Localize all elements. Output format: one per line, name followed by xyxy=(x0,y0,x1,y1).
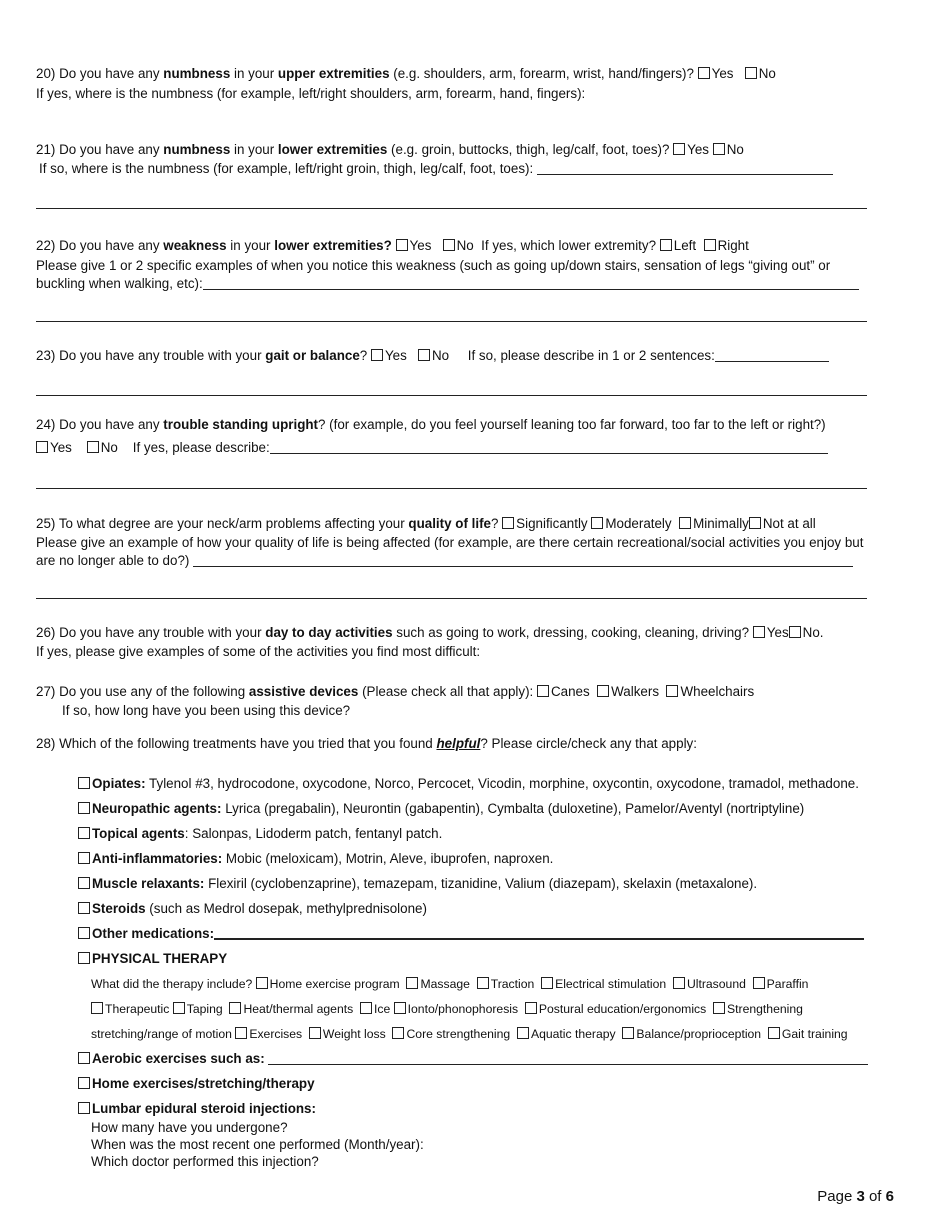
other-medications-field[interactable] xyxy=(214,926,864,940)
q21-answer-field[interactable] xyxy=(537,162,833,175)
q22-answer-field[interactable] xyxy=(203,277,859,290)
q21-yes-checkbox[interactable] xyxy=(673,143,685,155)
q25-line: 25) To what degree are your neck/arm problems affecting your quality of life? Significantly Moderately Minimally Not at all xyxy=(36,516,816,531)
treatment-muscle-relaxants: Muscle relaxants: Flexiril (cyclobenzaprine), temazepam, tizanidine, Valium (diazepam), skelaxin (metaxalone). xyxy=(78,876,757,892)
q26-yes-checkbox[interactable] xyxy=(753,626,765,638)
lumbar-q2: When was the most recent one performed (Month/year): xyxy=(91,1137,424,1152)
page-number: Page 3 of 6 xyxy=(817,1188,894,1205)
q20-yes-checkbox[interactable] xyxy=(698,67,710,79)
q23-yes-checkbox[interactable] xyxy=(371,349,383,361)
pt-balance-checkbox[interactable] xyxy=(622,1027,634,1039)
q22-no-checkbox[interactable] xyxy=(443,239,455,251)
q26-no-checkbox[interactable] xyxy=(789,626,801,638)
treatment-anti-inflammatories: Anti-inflammatories: Mobic (meloxicam), Motrin, Aleve, ibuprofen, naproxen. xyxy=(78,851,553,867)
q25-minimally-checkbox[interactable] xyxy=(679,517,691,529)
q21-followup: If so, where is the numbness (for example, left/right groin, thigh, leg/calf, foot, toes): xyxy=(39,161,833,177)
pt-row-1: What did the therapy include? Home exercise program Massage Traction Electrical stimulation Ultrasound Paraffin xyxy=(91,977,809,991)
lumbar-injections-checkbox[interactable] xyxy=(78,1102,90,1114)
treatment-opiates: Opiates: Tylenol #3, hydrocodone, oxycodone, Norco, Percocet, Vicodin, morphine, oxycontin, oxycodone, tramadol, methadone. xyxy=(78,776,859,792)
lumbar-q3: Which doctor performed this injection? xyxy=(91,1154,319,1169)
aerobic-checkbox[interactable] xyxy=(78,1052,90,1064)
q20-followup: If yes, where is the numbness (for example, left/right shoulders, arm, forearm, hand, fingers): xyxy=(36,86,586,101)
q25-line2: Please give an example of how your quality of life is being affected (for example, are there certain recreational/social activities you enjoy but xyxy=(36,535,864,550)
opiates-checkbox[interactable] xyxy=(78,777,90,789)
q25-answer-field[interactable] xyxy=(193,554,853,567)
q27-line: 27) Do you use any of the following assistive devices (Please check all that apply): Canes Walkers Wheelchairs xyxy=(36,684,755,699)
q21-line: 21) Do you have any numbness in your lower extremities (e.g. groin, buttocks, thigh, leg/calf, foot, toes)? Yes No xyxy=(36,142,744,157)
q27-walkers-checkbox[interactable] xyxy=(597,685,609,697)
q20-no-checkbox[interactable] xyxy=(745,67,757,79)
q27-wheelchairs-checkbox[interactable] xyxy=(666,685,678,697)
q22-line2: Please give 1 or 2 specific examples of when you notice this weakness (such as going up/down stairs, sensation of legs “giving out” or xyxy=(36,258,831,273)
q23-no-checkbox[interactable] xyxy=(418,349,430,361)
treatment-home-exercises: Home exercises/stretching/therapy xyxy=(78,1076,315,1092)
topical-checkbox[interactable] xyxy=(78,827,90,839)
pt-traction-checkbox[interactable] xyxy=(477,977,489,989)
other-medications-checkbox[interactable] xyxy=(78,927,90,939)
q25-significantly-checkbox[interactable] xyxy=(502,517,514,529)
q22-line3: buckling when walking, etc): xyxy=(36,276,859,292)
physical-therapy-checkbox[interactable] xyxy=(78,952,90,964)
treatment-aerobic: Aerobic exercises such as: xyxy=(78,1051,868,1067)
treatment-topical: Topical agents: Salonpas, Lidoderm patch, fentanyl patch. xyxy=(78,826,442,842)
home-exercises-checkbox[interactable] xyxy=(78,1077,90,1089)
treatment-lumbar-injections: Lumbar epidural steroid injections: xyxy=(78,1101,316,1117)
pt-gait-checkbox[interactable] xyxy=(768,1027,780,1039)
pt-taping-checkbox[interactable] xyxy=(173,1002,185,1014)
pt-core-checkbox[interactable] xyxy=(392,1027,404,1039)
q26-line: 26) Do you have any trouble with your day to day activities such as going to work, dressing, cooking, cleaning, driving? Yes No. xyxy=(36,625,824,640)
q22-answer-line[interactable] xyxy=(36,321,867,322)
q24-line2: Yes No If yes, please describe: xyxy=(36,440,828,456)
pt-row-3: stretching/range of motion Exercises Weight loss Core strengthening Aquatic therapy Balance/proprioception Gait training xyxy=(91,1027,848,1041)
aerobic-field[interactable] xyxy=(268,1052,868,1065)
pt-ice-checkbox[interactable] xyxy=(360,1002,372,1014)
q22-left-checkbox[interactable] xyxy=(660,239,672,251)
pt-strengthening-checkbox[interactable] xyxy=(713,1002,725,1014)
q25-line3: are no longer able to do?) xyxy=(36,553,853,569)
q22-yes-checkbox[interactable] xyxy=(396,239,408,251)
q24-answer-field[interactable] xyxy=(270,441,828,454)
q24-line: 24) Do you have any trouble standing upright? (for example, do you feel yourself leaning too far forward, too far to the left or right?) xyxy=(36,417,826,432)
q25-answer-line[interactable] xyxy=(36,598,867,599)
pt-estim-checkbox[interactable] xyxy=(541,977,553,989)
anti-inflammatories-checkbox[interactable] xyxy=(78,852,90,864)
pt-massage-checkbox[interactable] xyxy=(406,977,418,989)
steroids-checkbox[interactable] xyxy=(78,902,90,914)
q23-answer-field[interactable] xyxy=(715,349,829,362)
q23-line: 23) Do you have any trouble with your gait or balance? Yes No If so, please describe in 1 or 2 sentences: xyxy=(36,348,829,364)
treatment-steroids: Steroids (such as Medrol dosepak, methylprednisolone) xyxy=(78,901,427,917)
pt-ionto-checkbox[interactable] xyxy=(394,1002,406,1014)
treatment-neuropathic: Neuropathic agents: Lyrica (pregabalin), Neurontin (gabapentin), Cymbalta (duloxetine), Pamelor/Aventyl (nortriptyline) xyxy=(78,801,804,817)
pt-therapeutic-checkbox[interactable] xyxy=(91,1002,103,1014)
lumbar-q1: How many have you undergone? xyxy=(91,1120,288,1135)
neuropathic-checkbox[interactable] xyxy=(78,802,90,814)
pt-aquatic-checkbox[interactable] xyxy=(517,1027,529,1039)
q28-line: 28) Which of the following treatments have you tried that you found helpful? Please circle/check any that apply: xyxy=(36,736,697,751)
muscle-relaxants-checkbox[interactable] xyxy=(78,877,90,889)
q20-line: 20) Do you have any numbness in your upper extremities (e.g. shoulders, arm, forearm, wrist, hand/fingers)? Yes No xyxy=(36,66,776,81)
pt-home-program-checkbox[interactable] xyxy=(256,977,268,989)
q24-yes-checkbox[interactable] xyxy=(36,441,48,453)
q25-not-at-all-checkbox[interactable] xyxy=(749,517,761,529)
pt-exercises-checkbox[interactable] xyxy=(235,1027,247,1039)
q24-no-checkbox[interactable] xyxy=(87,441,99,453)
q22-line: 22) Do you have any weakness in your lower extremities? Yes No If yes, which lower extremity? Left Right xyxy=(36,238,749,253)
q27-canes-checkbox[interactable] xyxy=(537,685,549,697)
q25-moderately-checkbox[interactable] xyxy=(591,517,603,529)
pt-row-2: Therapeutic Taping Heat/thermal agents Ice Ionto/phonophoresis Postural education/ergonomics Strengthening xyxy=(91,1001,803,1017)
treatment-other: Other medications: xyxy=(78,926,864,942)
q24-answer-line[interactable] xyxy=(36,488,867,489)
q27-followup: If so, how long have you been using this device? xyxy=(62,703,351,718)
pt-weight-loss-checkbox[interactable] xyxy=(309,1027,321,1039)
pt-ultrasound-checkbox[interactable] xyxy=(673,977,685,989)
pt-postural-checkbox[interactable] xyxy=(525,1002,537,1014)
pt-paraffin-checkbox[interactable] xyxy=(753,977,765,989)
q22-right-checkbox[interactable] xyxy=(704,239,716,251)
q21-answer-line[interactable] xyxy=(36,208,867,209)
pt-heat-checkbox[interactable] xyxy=(229,1002,241,1014)
treatment-physical-therapy: PHYSICAL THERAPY xyxy=(78,951,227,967)
q21-no-checkbox[interactable] xyxy=(713,143,725,155)
q23-answer-line[interactable] xyxy=(36,395,867,396)
q26-followup: If yes, please give examples of some of the activities you find most difficult: xyxy=(36,644,481,659)
